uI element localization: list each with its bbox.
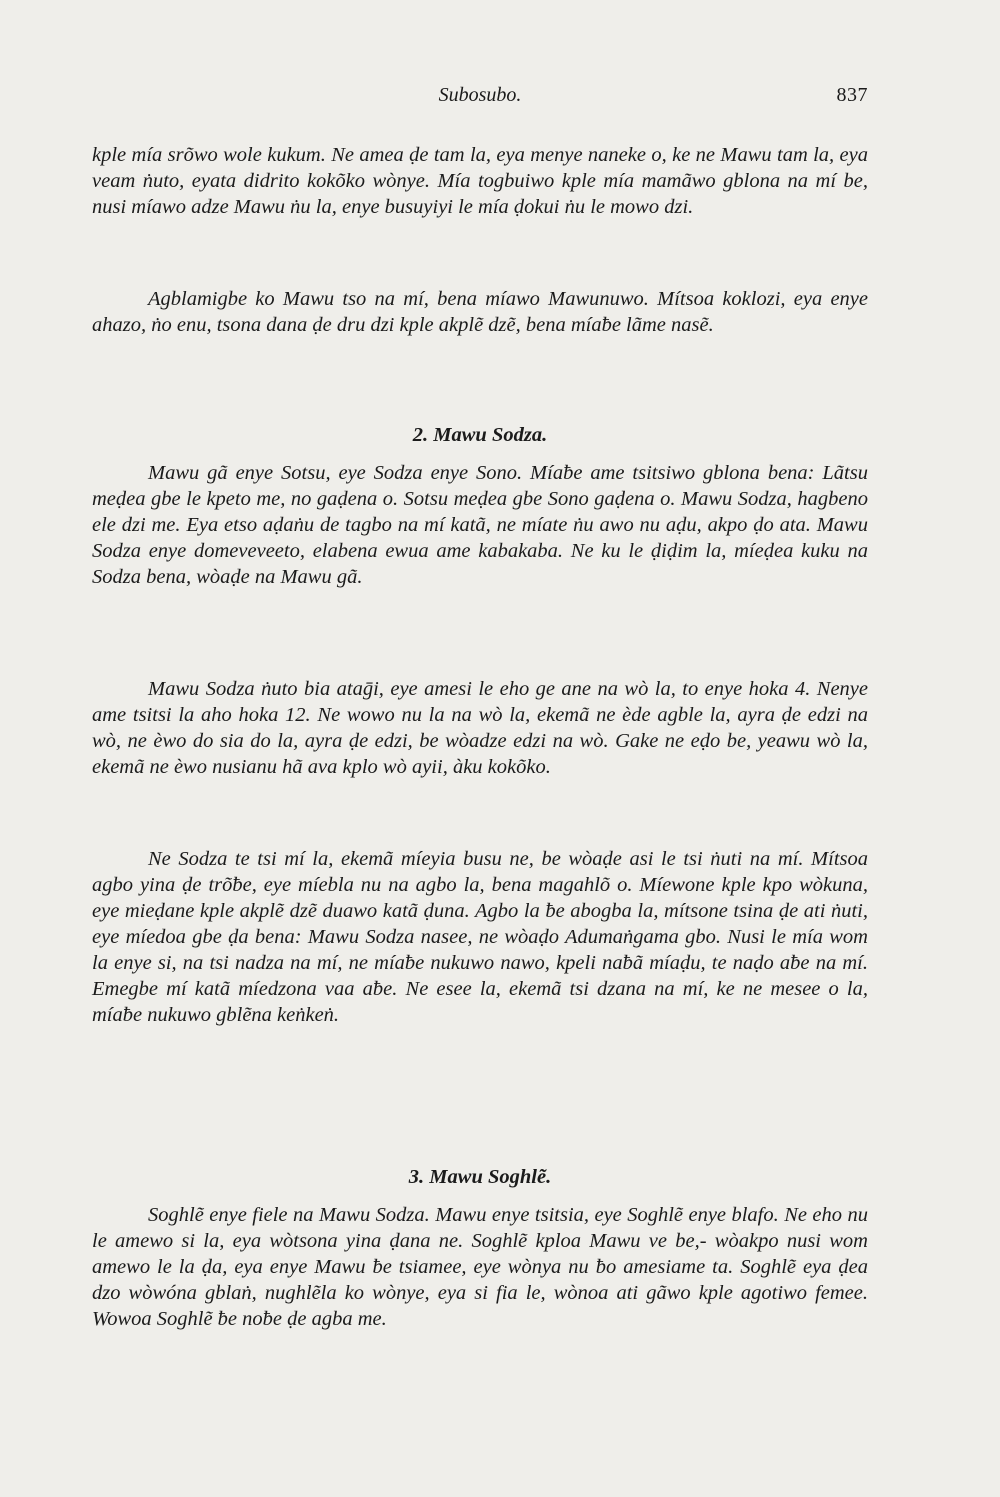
page-number: 837 xyxy=(836,84,868,106)
section-heading-mawu-sodza: 2. Mawu Sodza. xyxy=(412,424,548,446)
book-page xyxy=(92,0,868,1497)
paragraph-agblamigbe: Agblamigbe ko Mawu tso na mí, bena míawo Mawunuwo. Mítsoa koklozi, eya enye ahazo, ṅo enu, tsona dana ḍe dru dzi kple akplẽ dzẽ, bena míaƀe lãme nasẽ. xyxy=(92,288,868,336)
paragraph-mawu-sodza-nuto: Mawu Sodza ṅuto bia ataḡi, eye amesi le eho ge ane na wò la, to enye hoka 4. Nenye ame tsitsi la aho hoka 12. Ne wowo nu la na wò la, ekemã ne ède agble la, ayra ḍe edzi na wò, ne èwo do sia do la, ayra ḍe edzi, be wòadze edzi na wò. Gake ne eḍo be, yeawu wò la, ekemã ne èwo nusianu hã ava kplo wò ayii, àku kokõko. xyxy=(92,678,868,778)
paragraph-soghle: Soghlẽ enye fiele na Mawu Sodza. Mawu enye tsitsia, eye Soghlẽ enye blafo. Ne eho nu le amewo si la, eya wòtsona yina ḍana ne. Soghlẽ kploa Mawu ve be,- wòakpo nusi wom amewo le la ḍa, eya enye Mawu ƀe tsiamee, eye wònya nu ƀo amesiame ta. Soghlẽ eya ḍea dzo wòwóna gblaṅ, nughlẽla ko wònye, eya si fia le, wònoa ati gãwo kple agotiwo femee. Wowoa Soghlẽ ƀe noƀe ḍe agba me. xyxy=(92,1204,868,1330)
paragraph-mawu-ga: Mawu gã enye Sotsu, eye Sodza enye Sono. Míaƀe ame tsitsiwo gblona bena: Lãtsu meḍea gbe le kpeto me, no gaḍena o. Sotsu meḍea gbe Sono gaḍena o. Mawu Sodza, hagbeno ele dzi me. Eya etso aḍaṅu de tagbo na mí katã, ne míate ṅu awo nu aḍu, akpo ḍo ata. Mawu Sodza enye domeveveeto, elabena ewua ame kabakaba. Ne ku le ḍiḍim la, míeḍea kuku na Sodza bena, wòaḍe na Mawu gã. xyxy=(92,462,868,588)
paragraph-ne-sodza: Ne Sodza te tsi mí la, ekemã míeyia busu ne, be wòaḍe asi le tsi ṅuti na mí. Mítsoa agbo yina ḍe trõƀe, eye míebla nu na agbo la, bena magahlõ o. Míewone kple kpo wòkuna, eye mieḍane kple akplẽ dzẽ duawo katã ḍuna. Agbo la ƀe abogba la, mítsone tsina ḍe ati ṅuti, eye míedoa gbe ḍa bena: Mawu Sodza nasee, ne wòaḍo Adumaṅgama gbo. Nusi le mía wom la enye si, na tsi nadza na mí, ne míaƀe nukuwo nawo, kpeli naƀã míaḍu, te naḍo aƀe na mí. Emegbe mí katã míedzona vaa aƀe. Ne esee la, ekemã tsi dzana na mí, ke ne mesee o la, míaƀe nukuwo gblẽna keṅkeṅ. xyxy=(92,848,868,1026)
running-head xyxy=(92,84,868,114)
running-title: Subosubo. xyxy=(438,84,522,106)
paragraph-continuation: kple mía srõwo wole kukum. Ne amea ḍe tam la, eya menye naneke o, ke ne Mawu tam la, eya veam ṅuto, eyata didrito kokõko wònye. Mía togbuiwo kple mía mamãwo gblona na mí be, nusi míawo adze Mawu ṅu la, enye busuyiyi le mía ḍokui ṅu le mowo dzi. xyxy=(92,144,868,218)
section-heading-mawu-soghle: 3. Mawu Soghlẽ. xyxy=(408,1166,552,1188)
